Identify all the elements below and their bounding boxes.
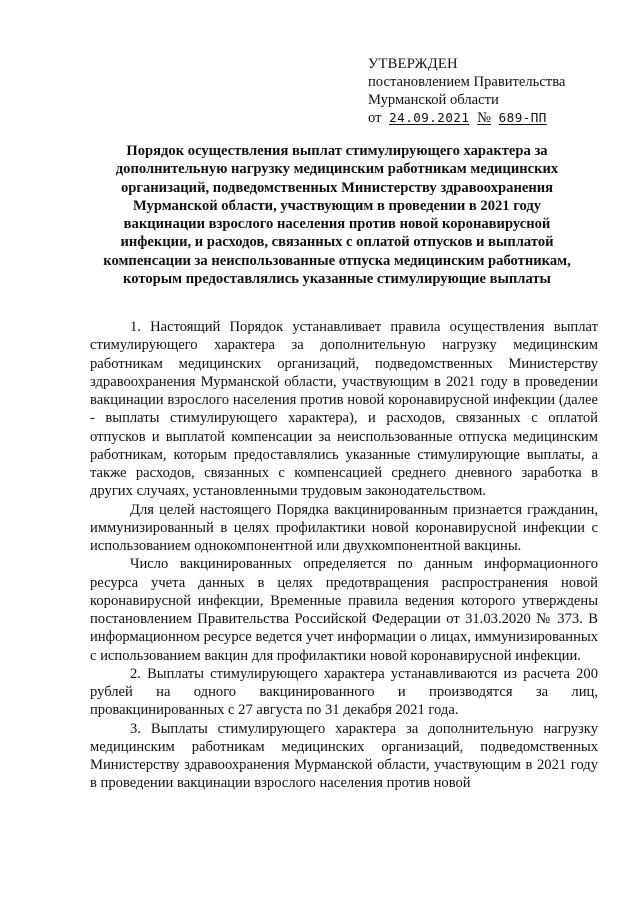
paragraph: 2. Выплаты стимулирующего характера устанавливаются из расчета 200 рублей на одного вакцинированного и производятся за лиц, провакцинированных с 27 августа по 31 декабря 2021 года. xyxy=(90,665,598,719)
approved-label: УТВЕРЖДЕН xyxy=(368,56,458,72)
paragraph: 3. Выплаты стимулирующего характера за дополнительную нагрузку медицинским работникам медицинских организаций, подведомственных Министерству здравоохранения Мурманской области, участвующим в 2021 году в проведении вакцинации взрослого населения против новой xyxy=(90,720,598,792)
document-body xyxy=(90,318,598,793)
date-number-line xyxy=(368,109,608,127)
paragraph: Число вакцинированных определяется по данным информационного ресурса учета данных в целях предотвращения распространения новой коронавирусной инфекции, Временные правила ведения которого утверждены постановлением Правительства Российской Федерации от 31.03.2020 № 373. В информационном ресурсе ведется учет информации о лицах, иммунизированных с использованием вакцин для профилактики новой коронавирусной инфекции. xyxy=(90,556,598,664)
from-prefix: от xyxy=(368,110,382,126)
document-title: Порядок осуществления выплат стимулирующего характера за дополнительную нагрузку медицинским работникам медицинских организаций, подведомственных Министерству здравоохранения Мурманской области, участвующим в проведении в 2021 году вакцинации взрослого населения против новой коронавирусной инфекции, и расходов, связанных с оплатой отпусков и выплатой компенсации за неиспользованные отпуска медицинским работникам, которым предоставлялись указанные стимулирующие выплаты xyxy=(103,143,571,288)
approval-stamp xyxy=(368,55,608,127)
resolution-label: постановлением Правительства xyxy=(368,74,566,90)
paragraph: Для целей настоящего Порядка вакцинированным признается гражданин, иммунизированный в целях профилактики новой коронавирусной инфекции с использованием однокомпонентной или двухкомпонентной вакцины. xyxy=(90,501,598,554)
paragraph: 1. Настоящий Порядок устанавливает правила осуществления выплат стимулирующего характера за дополнительную нагрузку медицинским работникам медицинских организаций, подведомственных Министерству здравоохранения Мурманской области, участвующим в 2021 году в проведении вакцинации взрослого населения против новой коронавирусной инфекции (далее - выплаты стимулирующего характера), и расходов, связанных с оплатой отпусков и выплатой компенсации за неиспользованные отпуска медицинским работникам, которым предоставлялись указанные стимулирующие выплаты, а также расходов, связанных с компенсацией среднего дневного заработка в других случаях, установленными трудовым законодательством. xyxy=(90,319,598,500)
resolution-date: 24.09.2021 xyxy=(389,110,470,125)
region-label: Мурманской области xyxy=(368,92,499,108)
number-sign: № xyxy=(477,110,491,126)
resolution-number: 689-ПП xyxy=(498,110,547,125)
